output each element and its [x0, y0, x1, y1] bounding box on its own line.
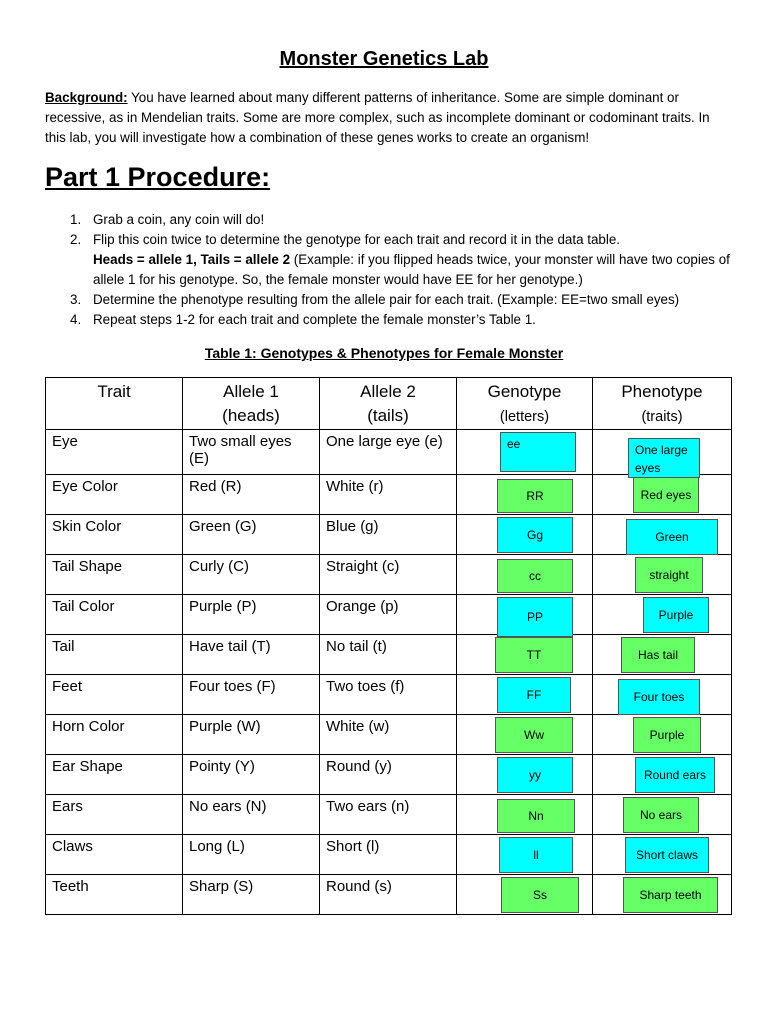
cell-trait: Ear Shape [46, 755, 183, 795]
genotype-answer-box[interactable]: cc [497, 559, 573, 593]
phenotype-answer-box[interactable]: No ears [623, 797, 699, 833]
cell-allele2: Two toes (f) [320, 675, 457, 715]
step-text: Determine the phenotype resulting from the allele pair for each trait. (Example: EE=two small eyes) [93, 292, 680, 307]
step-number: 1. [70, 212, 82, 227]
step-example-text: (Example: if you flipped heads twice, your monster will have two copies of allele 1 for his genotype. So, the female monster would have EE for her genotype.) [93, 252, 730, 287]
cell-trait: Claws [46, 835, 183, 875]
table-row [46, 635, 732, 675]
cell-allele1: Green (G) [183, 515, 320, 555]
cell-genotype [457, 595, 593, 635]
cell-genotype [457, 755, 593, 795]
header-allele1 [183, 378, 320, 430]
cell-allele2: One large eye (e) [320, 430, 457, 475]
table-row [46, 715, 732, 755]
background-label: Background: [45, 90, 128, 105]
phenotype-answer-box[interactable]: Purple [643, 597, 709, 633]
cell-phenotype [593, 755, 732, 795]
cell-trait: Tail [46, 635, 183, 675]
header-phenotype-label: Phenotype [621, 382, 703, 401]
genotype-answer-box[interactable]: Gg [497, 517, 573, 553]
cell-allele1: Purple (P) [183, 595, 320, 635]
page-title: Monster Genetics Lab [279, 48, 489, 70]
phenotype-answer-box[interactable]: Four toes [618, 679, 700, 715]
table-row [46, 595, 732, 635]
cell-phenotype [593, 515, 732, 555]
procedure-step-2 [70, 230, 730, 290]
table-row [46, 475, 732, 515]
cell-phenotype [593, 475, 732, 515]
phenotype-answer-box[interactable]: Green [626, 519, 718, 555]
table-row [46, 875, 732, 915]
procedure-step-4 [70, 310, 730, 330]
cell-genotype [457, 835, 593, 875]
phenotype-answer-box[interactable]: One large eyes [628, 438, 700, 478]
cell-phenotype [593, 875, 732, 915]
cell-genotype [457, 475, 593, 515]
cell-genotype [457, 430, 593, 475]
genotype-answer-box[interactable]: ee [500, 432, 576, 472]
cell-trait: Tail Color [46, 595, 183, 635]
cell-genotype [457, 555, 593, 595]
table-row [46, 835, 732, 875]
step-bold-text: Heads = allele 1, Tails = allele 2 [93, 252, 291, 267]
cell-allele2: No tail (t) [320, 635, 457, 675]
cell-phenotype [593, 675, 732, 715]
cell-phenotype [593, 715, 732, 755]
table-header-row [46, 378, 732, 430]
table-row [46, 795, 732, 835]
cell-allele2: White (r) [320, 475, 457, 515]
table-title: Table 1: Genotypes & Phenotypes for Female Monster [204, 345, 564, 361]
cell-allele1: Curly (C) [183, 555, 320, 595]
phenotype-answer-box[interactable]: Red eyes [633, 477, 699, 513]
genotype-answer-box[interactable]: PP [497, 597, 573, 637]
cell-phenotype [593, 835, 732, 875]
cell-allele2: Blue (g) [320, 515, 457, 555]
cell-trait: Eye [46, 430, 183, 475]
header-phenotype [593, 378, 732, 430]
procedure-step-3 [70, 290, 730, 310]
genotype-answer-box[interactable]: Nn [497, 799, 575, 833]
cell-genotype [457, 675, 593, 715]
header-phenotype-sub: (traits) [641, 409, 683, 425]
header-genotype-sub: (letters) [499, 409, 550, 425]
table-row [46, 430, 732, 475]
phenotype-answer-box[interactable]: Short claws [625, 837, 709, 873]
cell-trait: Skin Color [46, 515, 183, 555]
phenotype-answer-box[interactable]: straight [635, 557, 703, 593]
header-allele2-label: Allele 2 [360, 382, 416, 401]
cell-trait: Feet [46, 675, 183, 715]
cell-genotype [457, 875, 593, 915]
header-trait-label: Trait [97, 382, 131, 401]
header-allele2 [320, 378, 457, 430]
genotype-answer-box[interactable]: Ss [501, 877, 579, 913]
header-allele1-label: Allele 1 [223, 382, 279, 401]
cell-genotype [457, 795, 593, 835]
cell-genotype [457, 715, 593, 755]
step-text: Grab a coin, any coin will do! [93, 212, 265, 227]
cell-trait: Tail Shape [46, 555, 183, 595]
procedure-step-1 [70, 210, 730, 230]
cell-phenotype [593, 430, 732, 475]
cell-trait: Ears [46, 795, 183, 835]
header-allele2-sub: (tails) [367, 406, 409, 425]
cell-allele1: Two small eyes (E) [183, 430, 320, 475]
header-genotype [457, 378, 593, 430]
cell-phenotype [593, 555, 732, 595]
cell-phenotype [593, 595, 732, 635]
procedure-list [70, 210, 730, 330]
table-row [46, 515, 732, 555]
part1-heading: Part 1 Procedure: [45, 162, 271, 192]
step-number: 4. [70, 312, 82, 327]
cell-allele2: Round (y) [320, 755, 457, 795]
phenotype-answer-box[interactable]: Purple [633, 717, 701, 753]
cell-allele2: White (w) [320, 715, 457, 755]
cell-trait: Eye Color [46, 475, 183, 515]
genotype-answer-box[interactable]: FF [497, 677, 571, 713]
cell-allele1: Pointy (Y) [183, 755, 320, 795]
background-text: You have learned about many different patterns of inheritance. Some are simple dominant or recessive, as in Mendelian traits. Some are more complex, such as incomplete dominant or codominant traits. In this lab, you will investigate how a combination of these genes works to create an organism! [45, 90, 710, 145]
step-number: 2. [70, 232, 82, 247]
cell-phenotype [593, 635, 732, 675]
genotype-answer-box[interactable]: yy [497, 757, 573, 793]
table-body [46, 430, 732, 915]
cell-allele1: Purple (W) [183, 715, 320, 755]
cell-allele1: Long (L) [183, 835, 320, 875]
background-paragraph [45, 88, 725, 148]
genotype-answer-box[interactable]: ll [499, 837, 573, 873]
cell-allele2: Two ears (n) [320, 795, 457, 835]
step-text: Flip this coin twice to determine the genotype for each trait and record it in the data table. [93, 232, 620, 247]
step-text: Repeat steps 1-2 for each trait and complete the female monster’s Table 1. [93, 312, 536, 327]
phenotype-answer-box[interactable]: Round ears [635, 757, 715, 793]
cell-allele1: Four toes (F) [183, 675, 320, 715]
cell-trait: Teeth [46, 875, 183, 915]
step-number: 3. [70, 292, 82, 307]
cell-allele1: Have tail (T) [183, 635, 320, 675]
header-genotype-label: Genotype [487, 382, 562, 401]
header-allele1-sub: (heads) [222, 406, 280, 425]
table-row [46, 755, 732, 795]
genotype-answer-box[interactable]: Ww [495, 717, 573, 753]
cell-genotype [457, 635, 593, 675]
cell-allele2: Orange (p) [320, 595, 457, 635]
phenotype-answer-box[interactable]: Sharp teeth [623, 877, 718, 913]
genotype-answer-box[interactable]: TT [495, 637, 573, 673]
cell-allele2: Straight (c) [320, 555, 457, 595]
cell-allele1: Sharp (S) [183, 875, 320, 915]
cell-allele1: No ears (N) [183, 795, 320, 835]
cell-trait: Horn Color [46, 715, 183, 755]
cell-allele2: Round (s) [320, 875, 457, 915]
phenotype-answer-box[interactable]: Has tail [621, 637, 695, 673]
header-trait [46, 378, 183, 430]
cell-genotype [457, 515, 593, 555]
table-row [46, 555, 732, 595]
cell-phenotype [593, 795, 732, 835]
cell-allele1: Red (R) [183, 475, 320, 515]
table-row [46, 675, 732, 715]
genotype-answer-box[interactable]: RR [497, 479, 573, 513]
cell-allele2: Short (l) [320, 835, 457, 875]
genotype-phenotype-table [45, 377, 732, 915]
